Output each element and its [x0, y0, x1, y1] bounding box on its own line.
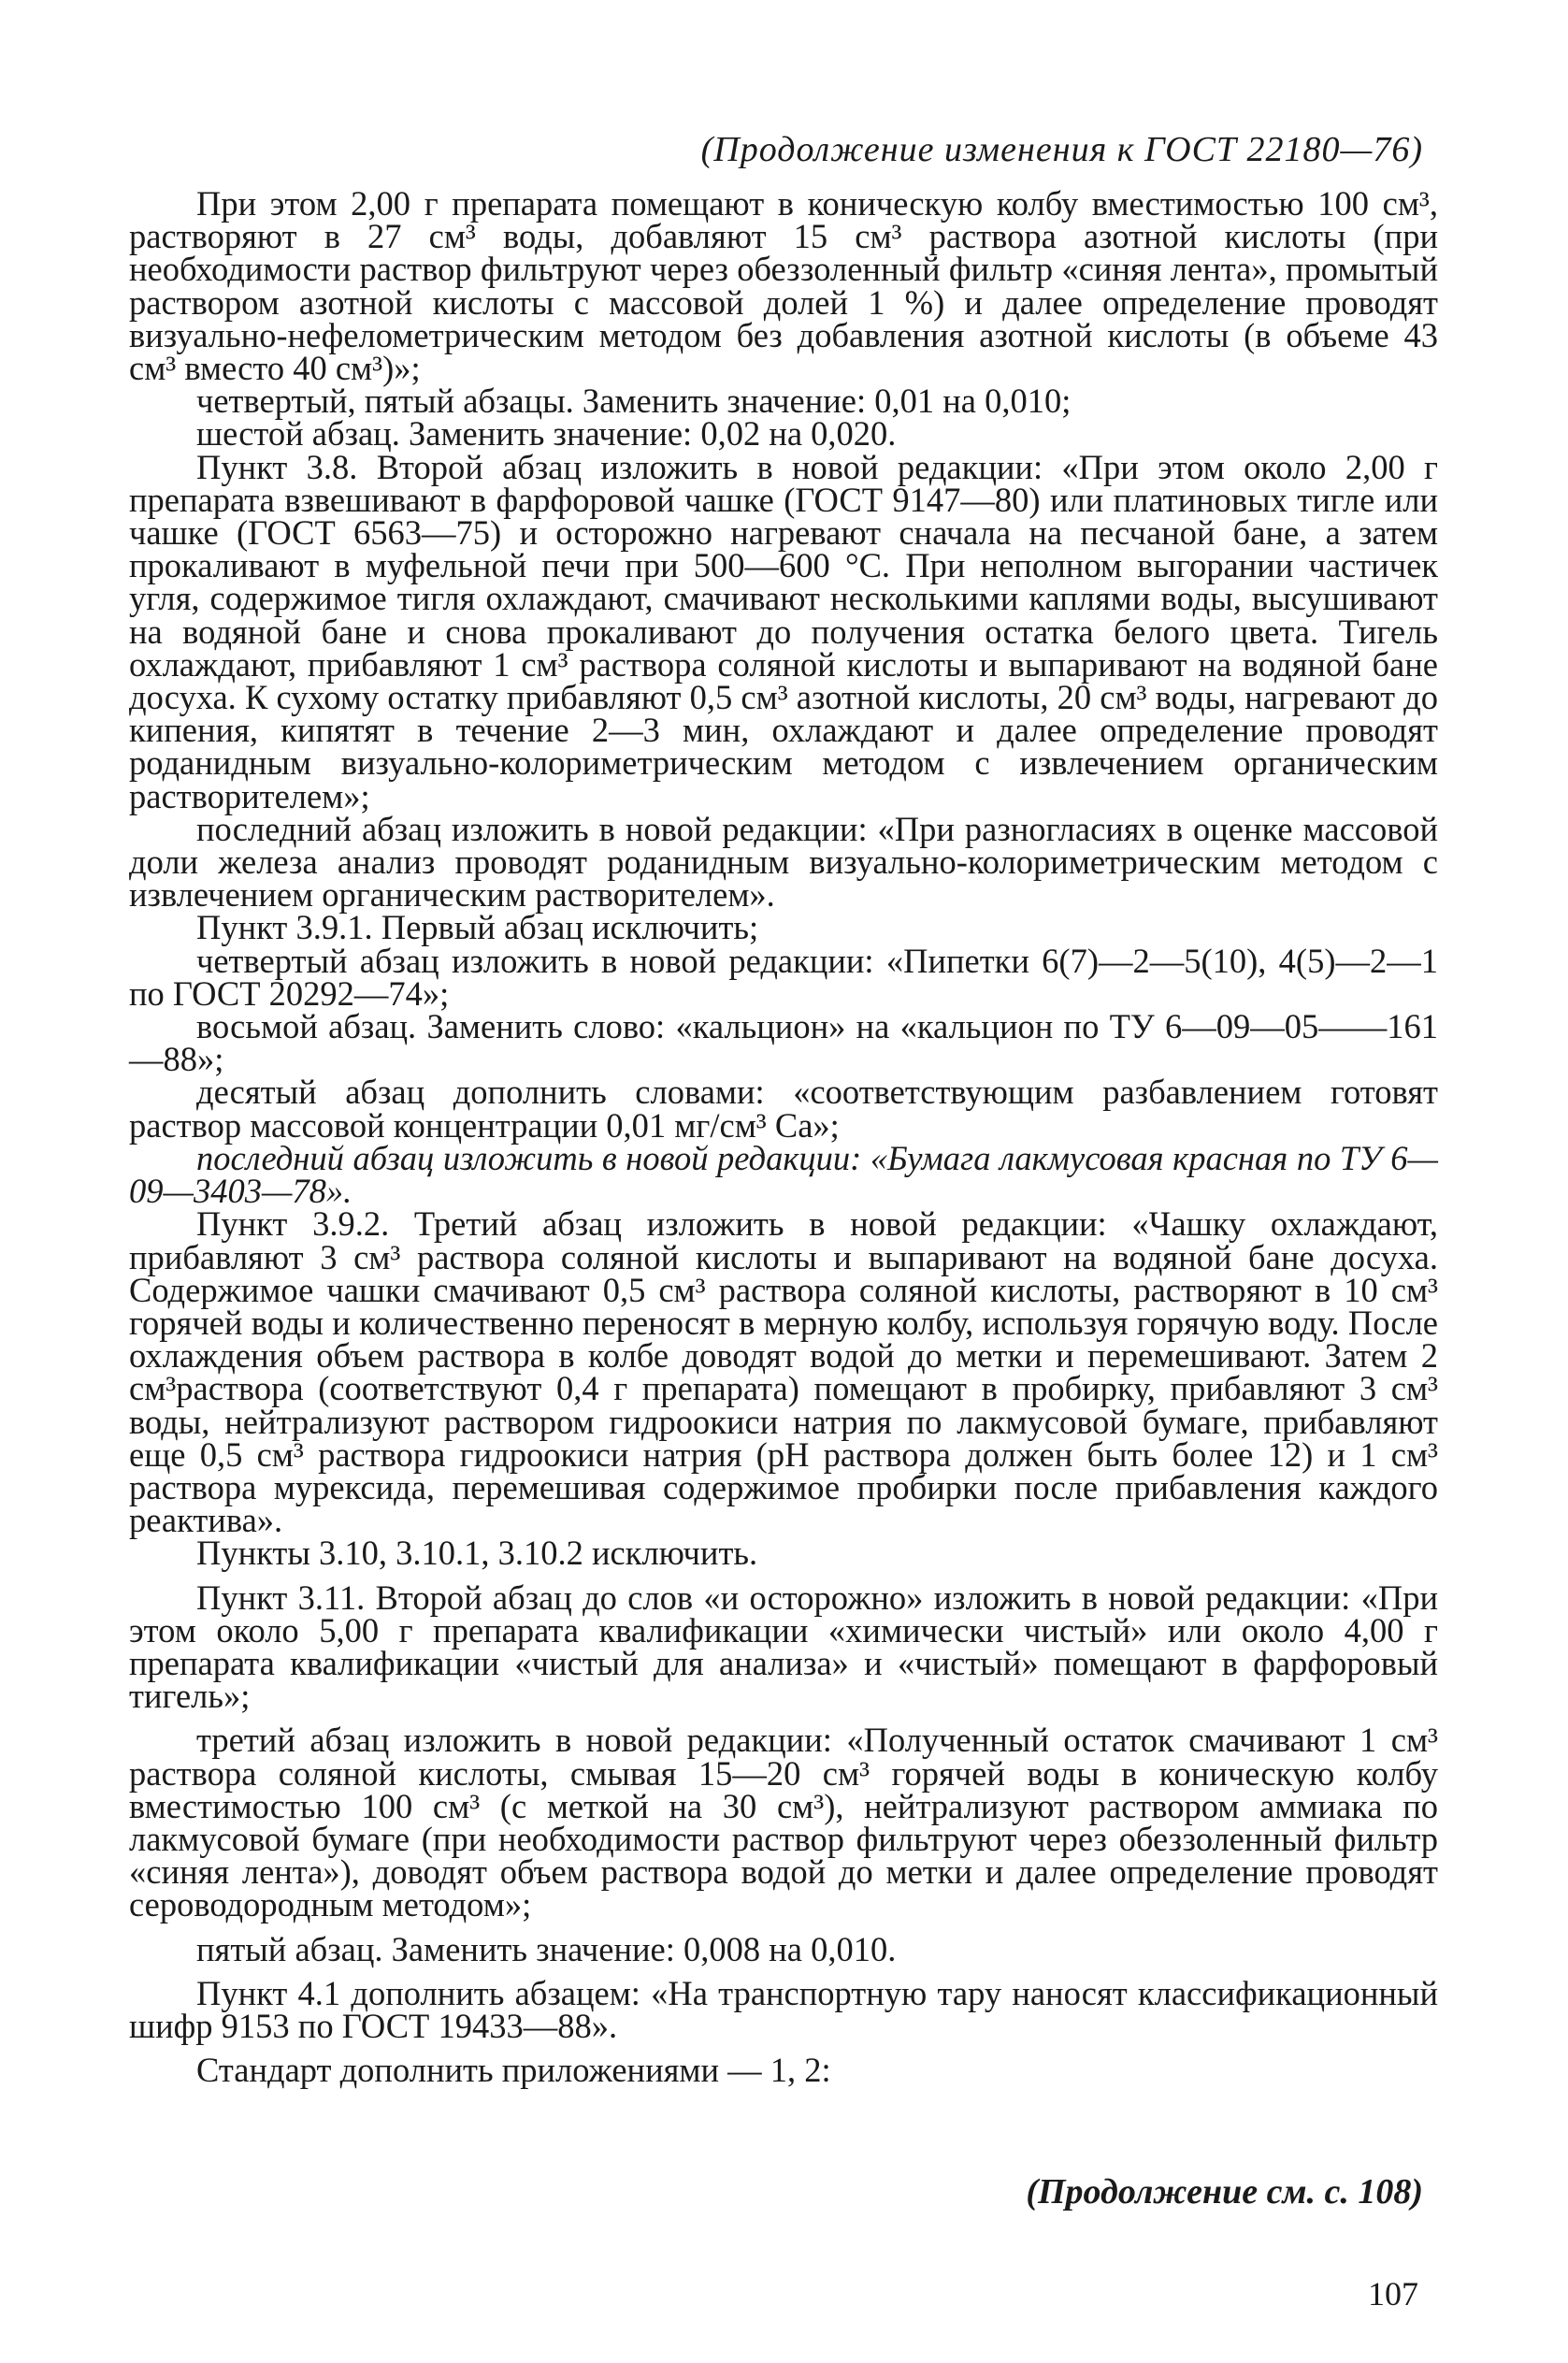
paragraph: Пункт 3.11. Второй абзац до слов «и осторожно» изложить в новой редакции: «При этом около 5,00 г препарата квалификации «химически чистый» или около 4,00 г препарата квалификации «чистый для анализа» и «чистый» помещают в фарфоровый тигель»;	[129, 1578, 1438, 1716]
paragraph: последний абзац изложить в новой редакции: «Бумага лакмусовая красная по ТУ 6—09—3403—78».	[129, 1138, 1438, 1211]
continuation-note: (Продолжение см. с. 108)	[1026, 2172, 1423, 2212]
paragraph: Пункт 4.1 дополнить абзацем: «На транспортную тару наносят классификационный шифр 9153 по ГОСТ 19433—88».	[129, 1973, 1438, 2045]
paragraph: пятый абзац. Заменить значение: 0,008 на 0,010.	[196, 1929, 897, 1968]
paragraph: Пункт 3.9.2. Третий абзац изложить в новой редакции: «Чашку охлаждают, прибавляют 3 см³ раствора соляной кислоты и выпаривают на водяной бане досуха. Содержимое чашки смачивают 0,5 см³ раствора соляной кислоты, растворяют в 10 см³ горячей воды и количественно переносят в мерную колбу, используя горячую воду. После охлаждения объем раствора в колбе доводят водой до метки и перемешивают. Затем 2 см³раствора (соответствуют 0,4 г препарата) помещают в пробирку, прибавляют 3 см³ воды, нейтрализуют раствором гидроокиси натрия по лакмусовой бумаге, прибавляют еще 0,5 см³ раствора гидроокиси натрия (рН раствора должен быть более 12) и 1 см³ раствора мурексида, перемешивая содержимое пробирки после прибавления каждого реактива».	[129, 1204, 1438, 1540]
paragraph: третий абзац изложить в новой редакции: «Полученный остаток смачивают 1 см³ раствора соляной кислоты, смывая 15—20 см³ горячей воды в коническую колбу вместимостью 100 см³ (с меткой на 30 см³), нейтрализуют раствором аммиака по лакмусовой бумаге (при необходимости раствор фильтруют через обеззоленный фильтр «синяя лента»), доводят объем раствора водой до метки и далее определение проводят сероводородным методом»;	[129, 1721, 1438, 1924]
running-header: (Продолжение изменения к ГОСТ 22180—76)	[700, 130, 1423, 169]
paragraph: Пункты 3.10, 3.10.1, 3.10.2 исключить.	[196, 1534, 758, 1573]
body-text	[129, 184, 1438, 2090]
page-number: 107	[1368, 2275, 1418, 2313]
paragraph: Пункт 3.9.1. Первый абзац исключить;	[196, 908, 759, 947]
paragraph: четвертый, пятый абзацы. Заменить значение: 0,01 на 0,010;	[196, 382, 1072, 421]
paragraph: четвертый абзац изложить в новой редакции: «Пипетки 6(7)—2—5(10), 4(5)—2—1 по ГОСТ 20292—74»;	[129, 941, 1438, 1013]
paragraph: шестой абзац. Заменить значение: 0,02 на 0,020.	[196, 414, 897, 454]
paragraph: Пункт 3.8. Второй абзац изложить в новой редакции: «При этом около 2,00 г препарата взвешивают в фарфоровой чашке (ГОСТ 9147—80) или платиновых тигле или чашке (ГОСТ 6563—75) и осторожно нагревают сначала на песчаной бане, а затем прокаливают в муфельной печи при 500—600 °С. При неполном выгорании частичек угля, содержимое тигля охлаждают, смачивают несколькими каплями воды, высушивают на водяной бане и снова прокаливают до получения остатка белого цвета. Тигель охлаждают, прибавляют 1 см³ раствора соляной кислоты и выпаривают на водяной бане досуха. К сухому остатку прибавляют 0,5 см³ азотной кислоты, 20 см³ воды, нагревают до кипения, кипятят в течение 2—3 мин, охлаждают и далее определение проводят роданидным визуально-колориметрическим методом с извлечением органическим растворителем»;	[129, 447, 1438, 815]
paragraph: последний абзац изложить в новой редакции: «При разногласиях в оценке массовой доли железа анализ проводят роданидным визуально-колориметрическим методом с извлечением органическим растворителем».	[129, 809, 1438, 915]
paragraph: десятый абзац дополнить словами: «соответствующим разбавлением готовят раствор массовой концентрации 0,01 мг/см³ Са»;	[129, 1073, 1438, 1145]
paragraph: восьмой абзац. Заменить слово: «кальцион» на «кальцион по ТУ 6—09—05——161—88»;	[129, 1007, 1438, 1079]
paragraph: При этом 2,00 г препарата помещают в коническую колбу вместимостью 100 см³, растворяют в 27 см³ воды, добавляют 15 см³ раствора азотной кислоты (при необходимости раствор фильтруют через обеззоленный фильтр «синяя лента», промытый раствором азотной кислоты с массовой долей 1 %) и далее определение проводят визуально-нефелометрическим методом без добавления азотной кислоты (в объеме 43 см³ вместо 40 см³)»;	[129, 184, 1438, 388]
paragraph: Стандарт дополнить приложениями — 1, 2:	[196, 2051, 831, 2090]
